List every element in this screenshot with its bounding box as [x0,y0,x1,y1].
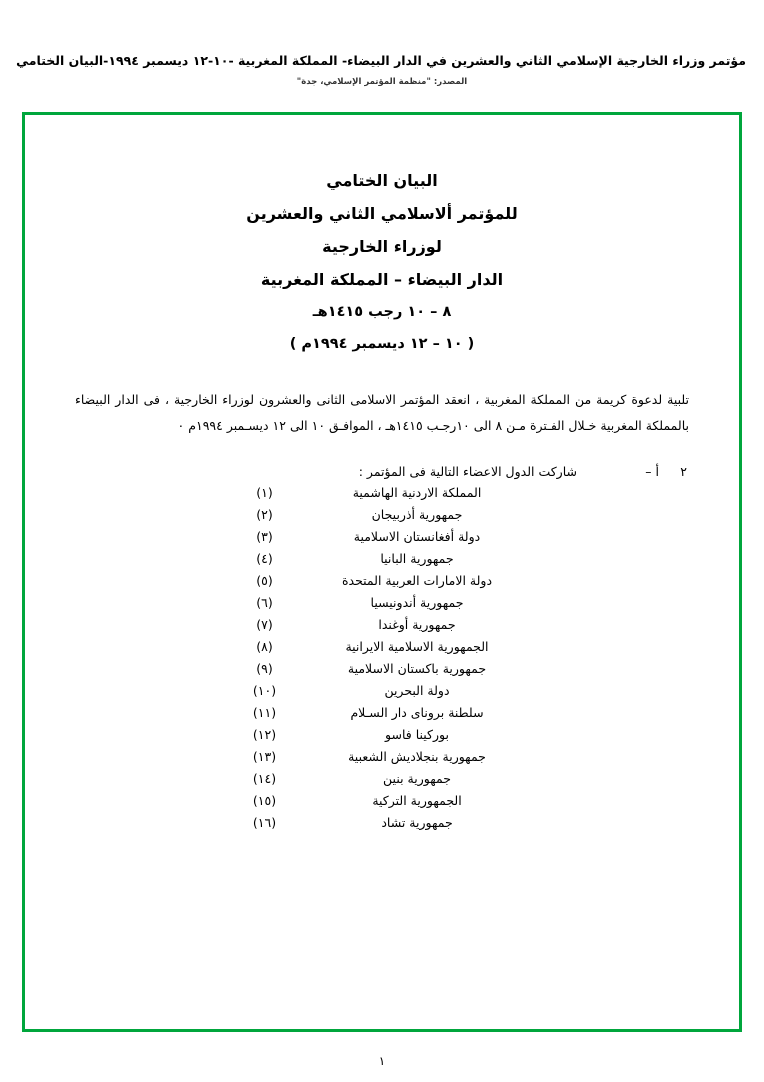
country-index: (١) [256,485,273,501]
list-item [71,619,693,632]
list-item [71,707,693,720]
country-name: جمهورية بنجلاديش الشعبية [348,749,486,765]
title-line-2: للمؤتمر ألاسلامي الثاني والعشرين [246,204,518,223]
title-line-4: الدار البيضاء – المملكة المغربية [260,270,504,289]
country-name: جمهورية باكستان الاسلامية [347,661,487,677]
list-item [71,597,693,610]
country-index: (٨) [256,639,273,655]
country-name: جمهورية بنين [383,771,451,787]
page-frame [22,112,742,1032]
title-line-6-gregorian-date: ( ١٠ – ١٢ ديسمبر ١٩٩٤م ) [289,335,475,352]
page-number: ١ [378,1054,386,1068]
country-index: (٣) [256,529,273,545]
list-item [71,487,693,500]
list-item [71,531,693,544]
list-item [71,795,693,808]
country-index: (١٦) [252,815,277,831]
list-item [71,553,693,566]
country-name: جمهورية البانيا [380,551,454,567]
list-item [71,575,693,588]
document-title-block [71,173,693,351]
country-name: دولة الامارات العربية المتحدة [341,573,493,589]
clause-number: ٢ [680,464,687,480]
document-header [0,0,764,87]
country-name: جمهورية أذربيجان [371,507,463,523]
participating-countries-list [71,487,693,830]
country-name: الجمهورية الاسلامية الايرانية [345,639,489,655]
list-item [71,773,693,786]
country-name: المملكة الاردنية الهاشمية [352,485,482,501]
clause-letter: أ – [645,464,659,480]
country-index: (٩) [256,661,273,677]
clause-2-row [71,464,693,479]
list-item [71,641,693,654]
list-item [71,663,693,676]
list-item [71,509,693,522]
title-line-5-hijri-date: ٨ – ١٠ رجب ١٤١٥هـ [312,304,452,320]
country-index: (٥) [256,573,273,589]
page-content [25,115,739,1029]
country-index: (٢) [256,507,273,523]
country-index: (٧) [256,617,273,633]
country-index: (١٣) [252,749,277,765]
country-name: بوركينا فاسو [385,727,449,743]
country-index: (١٢) [252,727,277,743]
header-title-line: مؤتمر وزراء الخارجية الإسلامي الثاني والعشرين في الدار البيضاء- المملكة المغربية -١٠-١٢ ديسمبر ١٩٩٤-البيان الختامي [16,53,746,68]
title-line-3: لوزراء الخارجية [322,237,442,256]
country-name: الجمهورية التركية [372,793,462,809]
header-source-line: المصدر: "منظمة المؤتمر الإسلامي، جدة" [296,76,468,87]
list-item [71,817,693,830]
list-item [71,685,693,698]
country-index: (١٠) [252,683,277,699]
list-item [71,729,693,742]
country-name: دولة البحرين [384,683,450,699]
country-index: (١٤) [252,771,277,787]
country-index: (٦) [256,595,273,611]
country-index: (١٥) [252,793,277,809]
country-name: جمهورية أندونيسيا [370,595,464,611]
title-line-1: البيان الختامي [326,171,438,190]
country-name: سلطنة بروناى دار السـلام [350,705,484,721]
country-index: (١١) [252,705,277,721]
clause-text: شاركت الدول الاعضاء التالية فى المؤتمر : [358,464,577,480]
list-item [71,751,693,764]
country-name: دولة أفغانستان الاسلامية [353,529,481,545]
intro-paragraph: تلبية لدعوة كريمة من المملكة المغربية ، انعقد المؤتمر الاسلامى الثانى والعشرون لوزراء الخارجية ، فى الدار البيضاء بالمملكة المغربية خـلال الفـترة مـن ٨ الى ١٠رجـب ١٤١٥هـ ، الموافـق ١٠ الى ١٢ ديسـمبر ١٩٩٤م ٠ [75,392,689,433]
country-index: (٤) [256,551,273,567]
country-name: جمهورية أوغندا [378,617,456,633]
country-name: جمهورية تشاد [381,815,453,831]
